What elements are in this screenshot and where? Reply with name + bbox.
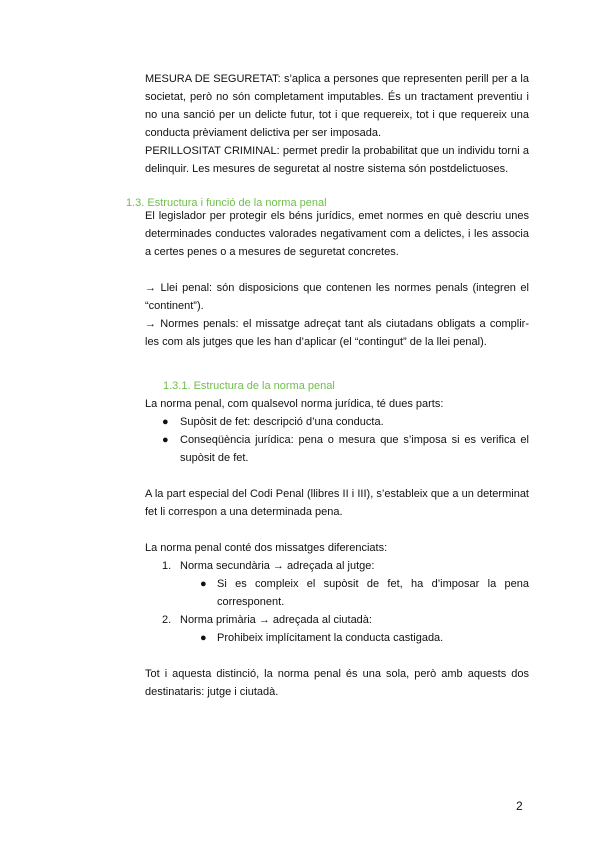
- bullet-icon: ●: [162, 416, 169, 428]
- conclusion-paragraph: Tot i aquesta distinció, la norma penal és una sola, però amb aquests dos destinataris: jutge i ciutadà.: [145, 668, 529, 698]
- item-label: Norma secundària → adreçada al jutge:: [180, 560, 375, 572]
- section-heading-1-3: 1.3. Estructura i funció de la norma penal: [126, 197, 327, 209]
- list-item: [145, 431, 529, 467]
- page-number: 2: [516, 799, 523, 813]
- list-item-text: Supòsit de fet: descripció d’una conducta.: [180, 416, 384, 428]
- legislador-paragraph: El legislador per protegir els béns jurídics, emet normes en què descriu unes determinades conductes valorades negativament com a delictes, i les associa a certes penes o a mesures de seguretat concretes.: [145, 210, 529, 258]
- bullet-icon: ●: [200, 632, 207, 644]
- codi-penal-paragraph: A la part especial del Codi Penal (llibres II i III), s’estableix que a un determinat fet li correspon a una determinada pena.: [145, 488, 529, 518]
- bullet-icon: ●: [200, 578, 207, 590]
- bullet-icon: ●: [162, 434, 169, 446]
- missatges-intro-paragraph: La norma penal conté dos missatges diferenciats:: [145, 542, 388, 554]
- section-heading-1-3-1: 1.3.1. Estructura de la norma penal: [163, 380, 335, 392]
- mesura-seguretat-paragraph: MESURA DE SEGURETAT: s’aplica a persones que representen perill per a la societat, però no són completament imputables. És un tractament preventiu i no una sanció per un delicte futur, tot i que requereix, tot i que requereix una conducta prèviament delictiva per ser imposada.: [145, 73, 529, 139]
- item-label: Norma primària → adreçada al ciutadà:: [180, 614, 372, 626]
- perillositat-criminal-paragraph: PERILLOSITAT CRIMINAL: permet predir la probabilitat que un individu torni a delinquir. Les mesures de seguretat al nostre sistema són postdelictuoses.: [145, 145, 529, 175]
- sub-list-item: [145, 575, 529, 611]
- llei-penal-paragraph: → Llei penal: són disposicions que contenen les normes penals (integren el “continent”).: [145, 282, 529, 312]
- normes-penals-paragraph: → Normes penals: el missatge adreçat tant als ciutadans obligats a complir-les com als jutges que les han d’aplicar (el “contingut” de la llei penal).: [145, 318, 529, 348]
- section-1-3-body: [145, 207, 529, 351]
- sub-list-item: [145, 629, 529, 647]
- numbered-item: [145, 611, 529, 629]
- intro-block: [145, 70, 529, 178]
- numbered-item: [145, 557, 529, 575]
- list-item: [145, 413, 529, 431]
- sub-list-item-text: Prohibeix implícitament la conducta castigada.: [217, 632, 444, 644]
- norma-parts-intro: La norma penal, com qualsevol norma jurídica, té dues parts:: [145, 398, 444, 410]
- list-item-text: Conseqüència jurídica: pena o mesura que s’imposa si es verifica el supòsit de fet.: [180, 434, 529, 464]
- item-number: 1.: [162, 560, 172, 572]
- item-number: 2.: [162, 614, 172, 626]
- sub-list-item-text: Si es compleix el supòsit de fet, ha d’imposar la pena corresponent.: [217, 578, 529, 608]
- section-1-3-1-body: [145, 377, 529, 701]
